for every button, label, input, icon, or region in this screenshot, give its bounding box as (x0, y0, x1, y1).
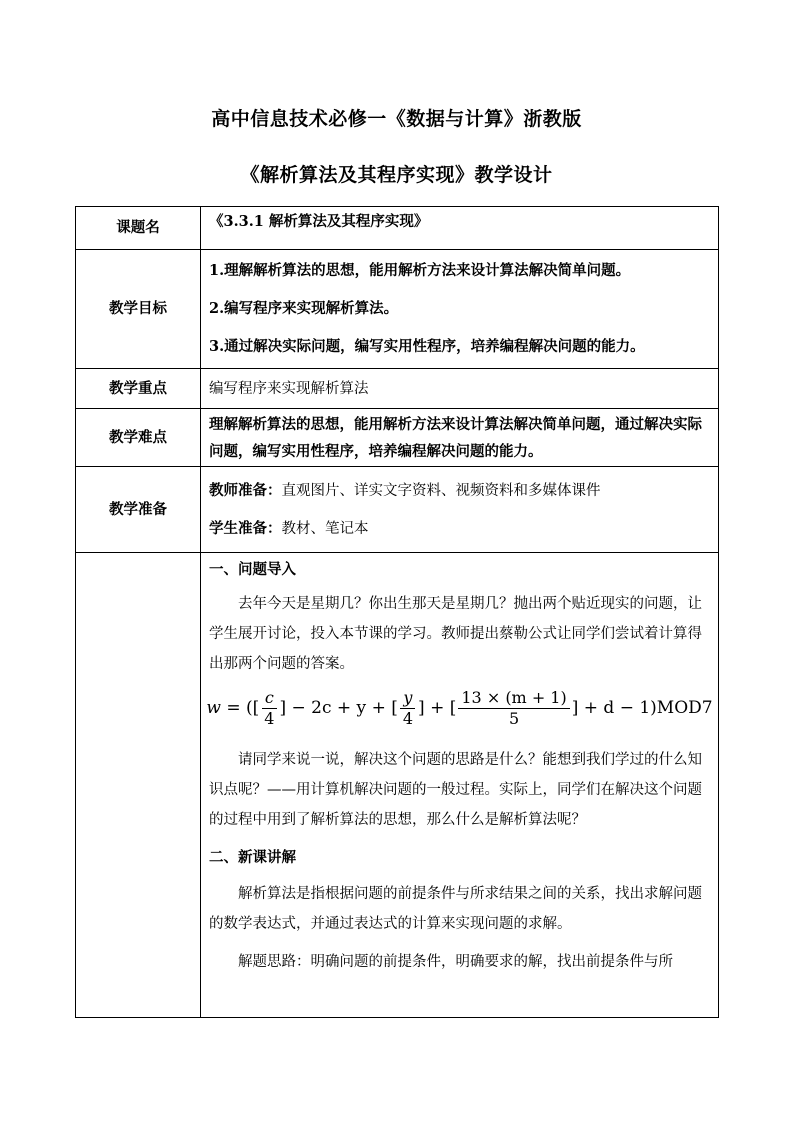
formula-frac-c4 (261, 688, 277, 729)
goals-cell (201, 250, 719, 369)
table-row-process (76, 553, 719, 1018)
table-row-focus (76, 369, 719, 409)
lesson-plan-table (75, 206, 719, 1018)
table-row-topic (76, 207, 719, 250)
formula-frac-y4-num: y (400, 688, 415, 709)
prep-label: 教学准备 (76, 467, 201, 553)
document-title: 高中信息技术必修一《数据与计算》浙教版 (211, 108, 582, 130)
focus-label: 教学重点 (76, 369, 201, 409)
goal-item-2: 2.编写程序来实现解析算法。 (209, 300, 399, 317)
formula-w: w (206, 698, 221, 718)
formula-frac-m-num: 13 × (m + 1) (458, 688, 569, 709)
teacher-prep-label: 教师准备： (209, 481, 282, 499)
teacher-prep-value: 直观图片、详实文字资料、视频资料和多媒体课件 (281, 482, 601, 499)
topic-value: 《3.3.1 解析算法及其程序实现》 (201, 207, 719, 250)
process-label-empty (76, 553, 201, 1018)
section2-paragraph2: 解题思路：明确问题的前提条件，明确要求的解，找出前提条件与所 (238, 954, 673, 970)
topic-label: 课题名 (76, 207, 201, 250)
focus-value: 编写程序来实现解析算法 (201, 369, 719, 409)
section1-heading: 一、问题导入 (209, 561, 296, 578)
difficulty-value: 理解解析算法的思想，能用解析方法来设计算法解决简单问题，通过解决实际问题，编写实用性程序，培养编程解决问题的能力。 (201, 409, 719, 467)
section2-paragraph1: 解析算法是指根据问题的前提条件与所求结果之间的关系，找出求解问题的数学表达式，并通过表达式的计算来实现问题的求解。 (209, 886, 702, 932)
formula-part-eq: = ([ (220, 698, 260, 718)
section1-paragraph1: 去年今天是星期几？你出生那天是星期几？抛出两个贴近现实的问题，让学生展开讨论，投入本节课的学习。教师提出蔡勒公式让同学们尝试着计算得出那两个问题的答案。 (209, 596, 702, 672)
goals-label: 教学目标 (76, 250, 201, 369)
table-row-difficulty (76, 409, 719, 467)
difficulty-label: 教学难点 (76, 409, 201, 467)
formula-frac-y4 (400, 688, 416, 729)
process-cell (201, 553, 719, 1018)
table-row-goals (76, 250, 719, 369)
document-subtitle: 《解析算法及其程序实现》教学设计 (240, 164, 553, 186)
section2-heading: 二、新课讲解 (209, 849, 296, 866)
zeller-formula (206, 679, 713, 737)
prep-cell (201, 467, 719, 553)
formula-part-mid1: ] − 2c + y + [ (279, 698, 398, 718)
teacher-prep (209, 472, 710, 510)
goal-item-1: 1.理解解析算法的思想，能用解析方法来设计算法解决简单问题。 (209, 262, 631, 279)
formula-frac-m (458, 688, 569, 729)
formula-frac-c4-den: 4 (264, 708, 275, 728)
formula-frac-y4-den: 4 (402, 708, 414, 728)
table-row-prep (76, 467, 719, 553)
formula-frac-m-den: 5 (508, 708, 520, 728)
formula-frac-c4-num: c (262, 688, 277, 709)
formula-part-mid2: ] + [ (418, 698, 457, 718)
student-prep-label: 学生准备： (209, 519, 282, 537)
section1-paragraph2: 请同学来说一说，解决这个问题的思路是什么？能想到我们学过的什么知识点呢？——用计算机解决问题的一般过程。实际上，同学们在解决这个问题的过程中用到了解析算法的思想，那么什么是解析算法呢？ (209, 752, 702, 828)
formula-part-tail: ] + d − 1)MOD7 (571, 698, 713, 718)
student-prep-value: 教材、笔记本 (281, 520, 369, 537)
goal-item-3: 3.通过解决实际问题，编写实用性程序，培养编程解决问题的能力。 (209, 338, 645, 355)
student-prep (209, 510, 710, 548)
